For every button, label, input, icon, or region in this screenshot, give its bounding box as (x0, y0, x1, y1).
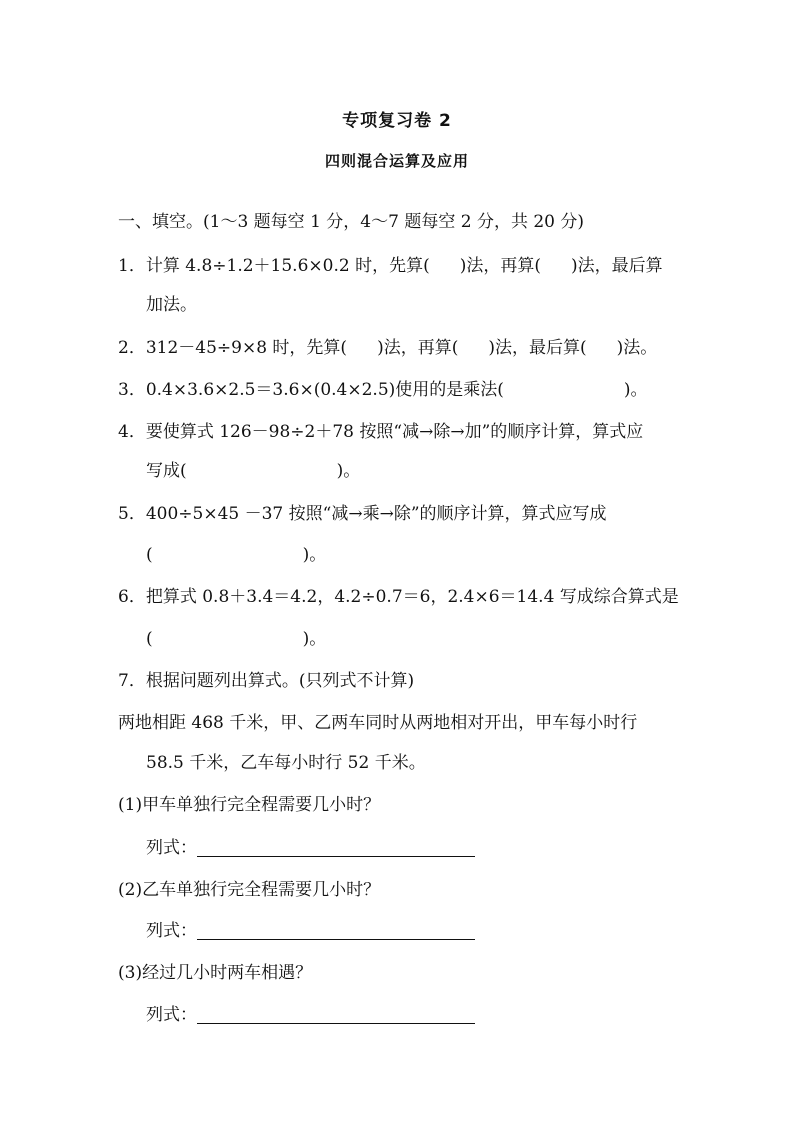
formula-label: 列式： (146, 838, 197, 858)
q4-text-b: )。 (336, 461, 361, 481)
q5-text-a: ( (146, 545, 153, 565)
question-7: 7．根据问题列出算式。(只列式不计算) (118, 671, 415, 691)
question-7-stem: 两地相距 468 千米，甲、乙两车同时从两地相对开出，甲车每小时行 (118, 713, 638, 733)
subquestion-2: (2)乙车单独行完全程需要几小时？ (118, 880, 381, 900)
question-1 (118, 254, 663, 278)
answer-line-3[interactable] (197, 1005, 475, 1024)
question-3 (118, 378, 648, 402)
subquestion-3: (3)经过几小时两车相遇？ (118, 963, 313, 983)
subquestion-1: (1)甲车单独行完全程需要几小时？ (118, 795, 381, 815)
question-4: 4．要使算式 126－98÷2＋78 按照“减→除→加”的顺序计算，算式应 (118, 422, 644, 442)
q1-text-c: )法，最后算 (570, 256, 663, 276)
q3-text-b: )。 (623, 380, 648, 400)
page-title: 专项复习卷 2 (342, 111, 452, 131)
answer-line-1[interactable] (197, 838, 475, 857)
formula-label: 列式： (146, 921, 197, 941)
q6-text-a: ( (146, 629, 153, 649)
question-2 (118, 336, 657, 360)
q2-text-c: )法，最后算( (488, 338, 587, 358)
section-heading: 一、填空。(1～3 题每空 1 分，4～7 题每空 2 分，共 20 分) (118, 212, 585, 232)
formula-label: 列式： (146, 1005, 197, 1025)
q2-text-b: )法，再算( (377, 338, 459, 358)
question-5: 5．400÷5×45 －37 按照“减→乘→除”的顺序计算，算式应写成 (118, 504, 607, 524)
q5-text-b: )。 (302, 545, 327, 565)
question-6: 6．把算式 0.8＋3.4＝4.2，4.2÷0.7＝6，2.4×6＝14.4 写成综合算式是 (118, 587, 679, 607)
q3-text-a: 3．0.4×3.6×2.5＝3.6×(0.4×2.5)使用的是乘法( (118, 380, 504, 400)
q2-text-a: 2．312－45÷9×8 时，先算( (118, 338, 348, 358)
page-subtitle: 四则混合运算及应用 (324, 152, 469, 170)
question-4-continued (146, 459, 360, 483)
question-7-stem-continued: 58.5 千米，乙车每小时行 52 千米。 (146, 753, 426, 773)
q1-text-b: )法，再算( (459, 256, 541, 276)
q2-text-d: )法。 (616, 338, 658, 358)
question-6-continued (146, 627, 326, 651)
question-1-continued: 加法。 (146, 295, 197, 315)
answer-line-2[interactable] (197, 921, 475, 940)
subquestion-3-formula (146, 1003, 475, 1027)
q4-text-a: 写成( (146, 461, 187, 481)
q1-text-a: 1．计算 4.8÷1.2＋15.6×0.2 时，先算( (118, 256, 430, 276)
question-5-continued (146, 543, 326, 567)
subquestion-1-formula (146, 836, 475, 860)
subquestion-2-formula (146, 919, 475, 943)
q6-text-b: )。 (302, 629, 327, 649)
